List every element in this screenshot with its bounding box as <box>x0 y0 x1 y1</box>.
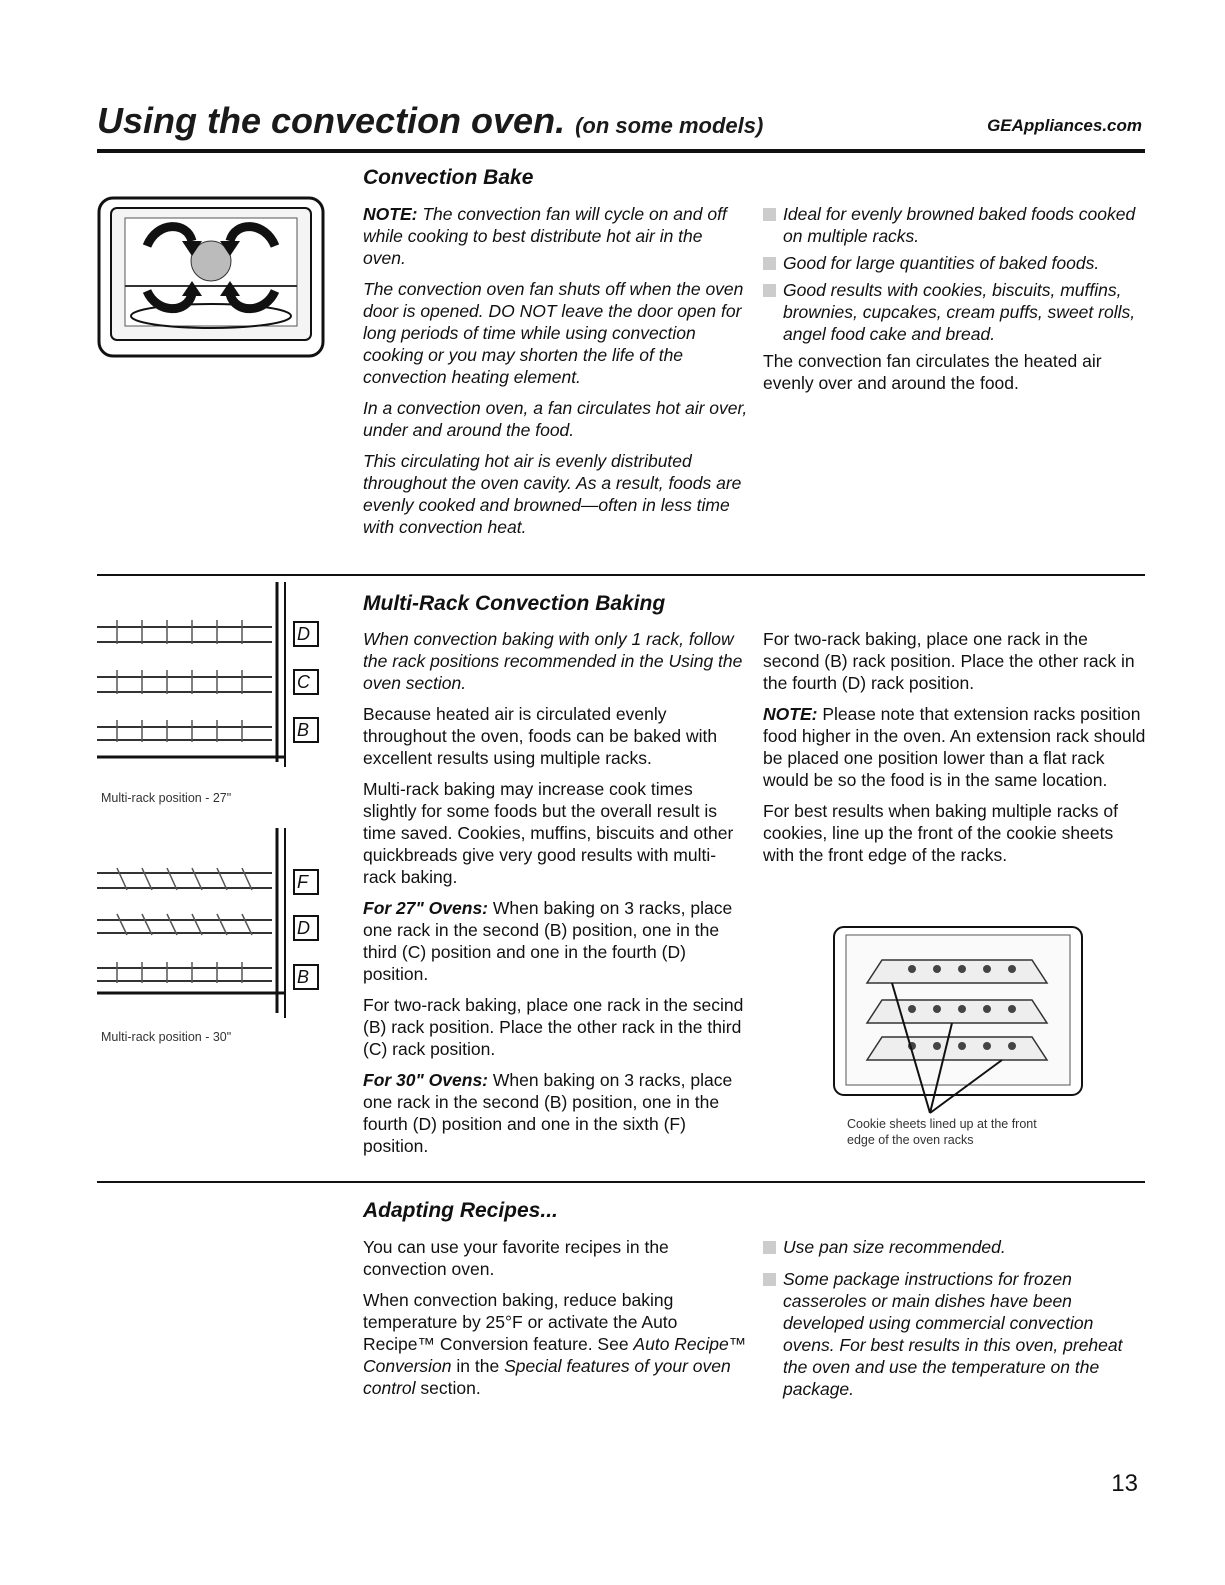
heated-air-paragraph: Because heated air is circulated evenly throughout the oven, foods can be baked with excellent results using multiple racks. <box>363 704 718 768</box>
note-label: NOTE: <box>363 204 418 224</box>
favorite-recipes-paragraph: You can use your favorite recipes in the convection oven. <box>363 1237 669 1279</box>
bullet-square-icon <box>763 208 776 221</box>
convection-bake-left-column <box>363 203 748 547</box>
reduce-temperature-paragraph: When convection baking, reduce baking temperature by 25°F or activate the Auto Recipe™ Conversion feature. See Auto Recipe™ Conversion in the Special features of your oven control section. <box>363 1290 747 1398</box>
bullet-square-icon <box>763 1241 776 1254</box>
fan-circulates-paragraph: The convection fan circulates the heated air evenly over and around the food. <box>763 351 1102 393</box>
two-rack-30-paragraph: For two-rack baking, place one rack in the second (B) rack position. Place the other rack in the fourth (D) rack position. <box>763 629 1135 693</box>
cookie-caption-line-1: Cookie sheets lined up at the front <box>847 1117 1037 1131</box>
multi-rack-right-column <box>763 628 1148 875</box>
single-rack-paragraph: When convection baking with only 1 rack, follow the rack positions recommended in the Using the oven section. <box>363 629 743 693</box>
27-ovens-label: For 27" Ovens: <box>363 898 489 918</box>
section-divider <box>97 574 1145 576</box>
bullet-square-icon <box>763 1273 776 1286</box>
bullet-item: Good for large quantities of baked foods. <box>763 252 1148 274</box>
site-url: GEAppliances.com <box>987 116 1142 135</box>
rack-label-30-f: F <box>297 872 308 892</box>
even-distribution-paragraph: This circulating hot air is evenly distributed throughout the oven cavity. As a result, foods are evenly cooked and browned—often in less time with convection heat. <box>363 451 742 537</box>
27-ovens-paragraph: For 27" Ovens: When baking on 3 racks, place one rack in the second (B) position, one in the third (C) position and one in the fourth (D) position. <box>363 898 733 984</box>
multi-rack-heading: Multi-Rack Convection Baking <box>363 592 666 615</box>
bullet-square-icon <box>763 257 776 270</box>
title-text: Using the convection oven. <box>97 100 566 141</box>
title-subtitle: (on some models) <box>575 113 764 138</box>
convection-bake-right-column <box>763 203 1148 403</box>
extension-rack-note: NOTE: Please note that extension racks position food higher in the oven. An extension rack should be placed one position lower than a flat rack would be so the food is in the same location. <box>763 704 1146 790</box>
30-ovens-paragraph: For 30" Ovens: When baking on 3 racks, place one rack in the second (B) position, one in the fourth (D) position and one in the sixth (F) position. <box>363 1070 733 1156</box>
convection-bake-heading: Convection Bake <box>363 166 534 189</box>
rack-label-27-b: B <box>297 720 310 740</box>
circulation-paragraph: In a convection oven, a fan circulates hot air over, under and around the food. <box>363 398 748 440</box>
caption-30: Multi-rack position - 30" <box>101 1030 232 1044</box>
30-ovens-label: For 30" Ovens: <box>363 1070 489 1090</box>
section-divider <box>97 1181 1145 1183</box>
bullet-square-icon <box>763 284 776 297</box>
page-number: 13 <box>1111 1470 1138 1497</box>
adapting-right-column <box>763 1236 1148 1405</box>
cook-times-paragraph: Multi-rack baking may increase cook times slightly for some foods but the overall result is time saved. Cookies, muffins, biscuits and other quickbreads give very good results with multi-rack baking. <box>363 779 734 887</box>
rack-label-27-c: C <box>297 672 310 692</box>
bullet-item: Some package instructions for frozen casseroles or main dishes have been developed using commercial convection ovens. For best results in this oven, preheat the oven and use the temperature on the package. <box>763 1268 1148 1400</box>
adapting-recipes-heading: Adapting Recipes... <box>363 1199 558 1222</box>
cookie-sheets-paragraph: For best results when baking multiple racks of cookies, line up the front of the cookie sheets with the front edge of the racks. <box>763 801 1119 865</box>
cookie-caption-line-2: edge of the oven racks <box>847 1133 974 1147</box>
note-label: NOTE: <box>763 704 818 724</box>
rack-label-30-b: B <box>297 967 310 987</box>
fan-shutoff-paragraph: The convection oven fan shuts off when the oven door is opened. DO NOT leave the door open for long periods of time while using convection cooking or you may shorten the life of the convection heating element. <box>363 279 744 387</box>
two-rack-27-paragraph: For two-rack baking, place one rack in the secind (B) rack position. Place the other rack in the third (C) rack position. <box>363 995 744 1059</box>
rack-label-30-d: D <box>297 918 310 938</box>
bullet-item: Use pan size recommended. <box>763 1236 1148 1258</box>
rack-label-27-d: D <box>297 624 310 644</box>
multi-rack-left-column <box>363 628 748 1166</box>
bullet-item: Ideal for evenly browned baked foods cooked on multiple racks. <box>763 203 1148 247</box>
note-text: The convection fan will cycle on and off while cooking to best distribute hot air in the oven. <box>363 204 727 268</box>
convection-oven-illustration <box>97 196 325 358</box>
cookie-sheets-illustration <box>832 925 1084 1117</box>
caption-27: Multi-rack position - 27" <box>101 791 232 805</box>
adapting-left-column <box>363 1236 748 1408</box>
bullet-item: Good results with cookies, biscuits, muffins, brownies, cupcakes, cream puffs, sweet rolls, angel food cake and bread. <box>763 279 1148 345</box>
note-paragraph <box>363 203 748 269</box>
page-title <box>97 100 763 142</box>
header-rule <box>97 149 1145 153</box>
